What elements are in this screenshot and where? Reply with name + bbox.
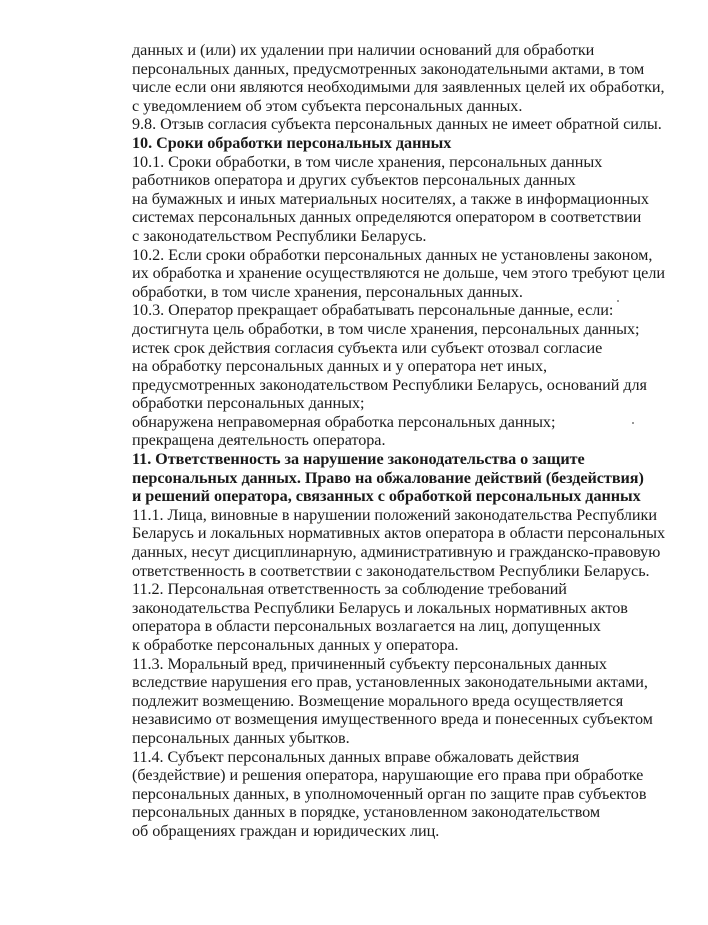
text-line: работников оператора и других субъектов персональных данных (132, 171, 576, 190)
text-line: обработки персональных данных; (132, 394, 365, 413)
text-line: 10.1. Сроки обработки, в том числе хранения, персональных данных (132, 152, 603, 171)
text-line: 11.1. Лица, виновные в нарушении положений законодательства Республики (132, 505, 657, 524)
text-line: 11.4. Субъект персональных данных вправе обжаловать действия (132, 747, 580, 766)
text-line: системах персональных данных определяются оператором в соответствии (132, 208, 642, 227)
text-line: персональных данных, предусмотренных законодательными актами, в том (132, 59, 645, 78)
text-line: подлежит возмещению. Возмещение морального вреда осуществляется (132, 691, 624, 710)
section-heading-line: и решений оператора, связанных с обработкой персональных данных (132, 487, 641, 506)
text-line: предусмотренных законодательством Республики Беларусь, оснований для (132, 375, 647, 394)
text-line: оператора в области персональных возлагается на лиц, допущенных (132, 617, 601, 636)
text-line: истек срок действия согласия субъекта или субъект отозвал согласие (132, 338, 603, 357)
section-heading-line: персональных данных. Право на обжалование действий (бездействия) (132, 468, 644, 487)
text-line: (бездействие) и решения оператора, нарушающие его права при обработке (132, 766, 644, 785)
text-line: числе если они являются необходимыми для заявленных целей их обработки, (132, 78, 665, 97)
text-line: 11.3. Моральный вред, причиненный субъекту персональных данных (132, 654, 607, 673)
text-line: персональных данных убытков. (132, 728, 350, 747)
text-line: об обращениях граждан и юридических лиц. (132, 821, 440, 840)
text-line: данных и (или) их удалении при наличии оснований для обработки (132, 41, 595, 59)
section-heading-line: 10. Сроки обработки персональных данных (132, 133, 452, 152)
text-line: на обработку персональных данных и у оператора нет иных, (132, 357, 548, 376)
text-line: прекращена деятельность оператора. (132, 431, 386, 450)
text-line: к обработке персональных данных у оператора. (132, 636, 459, 654)
text-line: независимо от возмещения имущественного вреда и понесенных субъектом (132, 710, 653, 729)
text-line: Беларусь и локальных нормативных актов оператора в области персональных (132, 524, 666, 543)
text-line: с уведомлением об этом субъекта персональных данных. (132, 96, 523, 115)
text-line: с законодательством Республики Беларусь. (132, 226, 427, 245)
text-line: их обработка и хранение осуществляются не дольше, чем этого требуют цели (132, 264, 665, 283)
text-line: персональных данных в порядке, установленном законодательством (132, 803, 601, 822)
scan-speck (617, 300, 619, 302)
text-line: вследствие нарушения его прав, установленных законодательными актами, (132, 673, 648, 692)
text-line: достигнута цель обработки, в том числе хранения, персональных данных; (132, 319, 640, 338)
document-body (132, 41, 696, 841)
text-line: 10.2. Если сроки обработки персональных данных не установлены законом, (132, 245, 653, 264)
text-line: ответственность в соответствии с законодательством Республики Беларусь. (132, 561, 650, 580)
text-line: обнаружена неправомерная обработка персональных данных; (132, 412, 556, 431)
text-line: 10.3. Оператор прекращает обрабатывать персональные данные, если: (132, 301, 614, 320)
text-line: 9.8. Отзыв согласия субъекта персональных данных не имеет обратной силы. (132, 115, 662, 134)
section-heading-line: 11. Ответственность за нарушение законодательства о защите (132, 450, 585, 469)
scan-speck (632, 422, 634, 424)
text-line: на бумажных и иных материальных носителях, а также в информационных (132, 189, 649, 208)
text-line: законодательства Республики Беларусь и локальных нормативных актов (132, 598, 628, 617)
text-line: обработки, в том числе хранения, персональных данных. (132, 282, 523, 301)
text-line: 11.2. Персональная ответственность за соблюдение требований (132, 580, 567, 599)
text-line: данных, несут дисциплинарную, административную и гражданско-правовую (132, 543, 661, 562)
text-line: персональных данных, в уполномоченный орган по защите прав субъектов (132, 784, 647, 803)
